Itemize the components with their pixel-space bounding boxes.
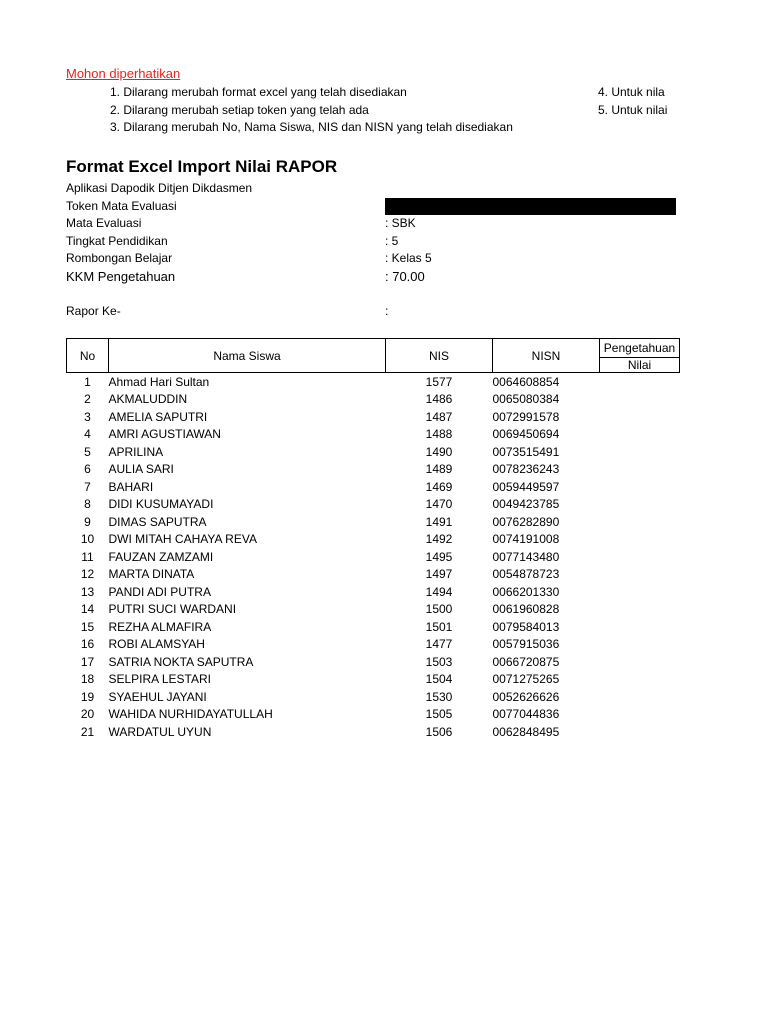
row-nilai-cell[interactable]	[600, 496, 680, 514]
row-name: SYAEHUL JAYANI	[108, 689, 207, 704]
row-nisn: 0061960828	[492, 602, 560, 617]
row-no: 21	[80, 724, 95, 739]
row-no: 13	[80, 584, 95, 599]
row-nilai-cell[interactable]	[600, 408, 680, 426]
row-nisn: 0078236243	[492, 462, 560, 477]
table-row	[67, 601, 680, 619]
row-nis: 1577	[425, 374, 453, 389]
row-nisn: 0054878723	[492, 567, 560, 582]
table-row	[67, 373, 680, 391]
row-name: FAUZAN ZAMZAMI	[108, 549, 214, 564]
table-body	[67, 373, 680, 741]
app-subtitle: Aplikasi Dapodik Ditjen Dikdasmen	[66, 181, 253, 195]
row-nisn: 0079584013	[492, 619, 560, 634]
row-nis: 1506	[425, 724, 453, 739]
row-nilai-cell[interactable]	[600, 566, 680, 584]
col-header-no: No	[67, 339, 109, 373]
row-name: SELPIRA LESTARI	[108, 672, 211, 687]
table-row	[67, 478, 680, 496]
tingkat-label: Tingkat Pendidikan	[66, 234, 168, 248]
row-no: 5	[84, 444, 91, 459]
notice-heading: Mohon diperhatikan	[66, 66, 181, 81]
table-row	[67, 391, 680, 409]
row-name: DWI MITAH CAHAYA REVA	[108, 532, 257, 547]
mata-evaluasi-label: Mata Evaluasi	[66, 216, 142, 230]
row-nis: 1505	[425, 707, 453, 722]
row-nilai-cell[interactable]	[600, 671, 680, 689]
row-nisn: 0066720875	[492, 654, 560, 669]
row-nisn: 0076282890	[492, 514, 560, 529]
table-row	[67, 426, 680, 444]
row-nisn: 0077143480	[492, 549, 560, 564]
row-nis: 1470	[425, 497, 453, 512]
row-nis: 1495	[425, 549, 453, 564]
row-nilai-cell[interactable]	[600, 531, 680, 549]
row-nis: 1497	[425, 567, 453, 582]
row-no: 10	[80, 532, 95, 547]
table-row	[67, 496, 680, 514]
row-nis: 1492	[425, 532, 453, 547]
table-row	[67, 706, 680, 724]
row-no: 4	[84, 427, 91, 442]
col-header-nisn: NISN	[493, 339, 600, 373]
row-nisn: 0066201330	[492, 584, 560, 599]
row-name: SATRIA NOKTA SAPUTRA	[108, 654, 254, 669]
row-name: MARTA DINATA	[108, 567, 195, 582]
row-nis: 1504	[425, 672, 453, 687]
row-no: 6	[84, 462, 91, 477]
row-name: BAHARI	[108, 479, 154, 494]
rule-1: 1. Dilarang merubah format excel yang telah disediakan	[110, 85, 407, 99]
row-nilai-cell[interactable]	[600, 688, 680, 706]
row-nisn: 0049423785	[492, 497, 560, 512]
mata-evaluasi-value: : SBK	[385, 216, 416, 230]
table-row	[67, 531, 680, 549]
rule-5: 5. Untuk nilai	[598, 103, 668, 117]
table-row	[67, 548, 680, 566]
token-label: Token Mata Evaluasi	[66, 199, 177, 213]
row-no: 3	[84, 409, 91, 424]
row-name: AMELIA SAPUTRI	[108, 409, 208, 424]
row-no: 8	[84, 497, 91, 512]
kkm-value: : 70.00	[385, 269, 425, 284]
row-name: APRILINA	[108, 444, 164, 459]
table-row	[67, 653, 680, 671]
row-no: 12	[80, 567, 95, 582]
table-row	[67, 461, 680, 479]
row-nisn: 0065080384	[492, 392, 560, 407]
row-nisn: 0069450694	[492, 427, 560, 442]
row-nisn: 0052626626	[492, 689, 560, 704]
row-nilai-cell[interactable]	[600, 723, 680, 741]
row-nis: 1477	[425, 637, 453, 652]
row-no: 9	[84, 514, 91, 529]
row-nis: 1491	[425, 514, 453, 529]
col-header-name: Nama Siswa	[109, 339, 386, 373]
row-name: AULIA SARI	[108, 462, 174, 477]
rule-2: 2. Dilarang merubah setiap token yang telah ada	[110, 103, 369, 117]
col-header-nis: NIS	[386, 339, 493, 373]
row-name: Ahmad Hari Sultan	[108, 374, 210, 389]
table-row	[67, 566, 680, 584]
row-name: AKMALUDDIN	[108, 392, 188, 407]
table-row	[67, 618, 680, 636]
row-name: WARDATUL UYUN	[108, 724, 212, 739]
row-nisn: 0072991578	[492, 409, 560, 424]
row-name: DIDI KUSUMAYADI	[108, 497, 214, 512]
row-name: REZHA ALMAFIRA	[108, 619, 212, 634]
student-table	[66, 338, 680, 741]
row-nilai-cell[interactable]	[600, 426, 680, 444]
table-row	[67, 723, 680, 741]
table-row	[67, 408, 680, 426]
row-nisn: 0071275265	[492, 672, 560, 687]
page-title: Format Excel Import Nilai RAPOR	[66, 157, 338, 176]
row-nis: 1489	[425, 462, 453, 477]
row-nilai-cell[interactable]	[600, 618, 680, 636]
row-nilai-cell[interactable]	[600, 601, 680, 619]
row-nis: 1469	[425, 479, 453, 494]
table-row	[67, 443, 680, 461]
row-nis: 1488	[425, 427, 453, 442]
row-name: DIMAS SAPUTRA	[108, 514, 207, 529]
row-name: WAHIDA NURHIDAYATULLAH	[108, 707, 273, 722]
table-row	[67, 583, 680, 601]
rapor-label: Rapor Ke-	[66, 304, 121, 318]
table-row	[67, 671, 680, 689]
row-nis: 1500	[425, 602, 453, 617]
row-nis: 1487	[425, 409, 453, 424]
table-row	[67, 636, 680, 654]
row-nisn: 0064608854	[492, 374, 560, 389]
row-nisn: 0059449597	[492, 479, 560, 494]
row-nis: 1501	[425, 619, 453, 634]
row-no: 19	[80, 689, 95, 704]
rule-4: 4. Untuk nila	[598, 85, 665, 99]
row-nilai-cell[interactable]	[600, 548, 680, 566]
table-row	[67, 513, 680, 531]
row-nilai-cell[interactable]	[600, 653, 680, 671]
col-header-pengetahuan: Pengetahuan	[600, 339, 680, 358]
row-nilai-cell[interactable]	[600, 478, 680, 496]
token-redacted-bar	[385, 198, 676, 215]
rule-3: 3. Dilarang merubah No, Nama Siswa, NIS dan NISN yang telah disediakan	[110, 120, 513, 134]
rapor-value: :	[385, 304, 389, 318]
row-nis: 1486	[425, 392, 453, 407]
row-no: 7	[84, 479, 91, 494]
row-name: PANDI ADI PUTRA	[108, 584, 211, 599]
row-nisn: 0057915036	[492, 637, 560, 652]
row-no: 16	[80, 637, 95, 652]
row-nilai-cell[interactable]	[600, 583, 680, 601]
row-no: 15	[80, 619, 95, 634]
row-nilai-cell[interactable]	[600, 706, 680, 724]
row-name: PUTRI SUCI WARDANI	[108, 602, 237, 617]
row-no: 11	[81, 549, 94, 564]
kkm-label: KKM Pengetahuan	[66, 269, 176, 284]
row-nilai-cell[interactable]	[600, 373, 680, 391]
row-nisn: 0077044836	[492, 707, 560, 722]
row-no: 14	[80, 602, 95, 617]
row-nilai-cell[interactable]	[600, 461, 680, 479]
col-header-nilai: Nilai	[600, 358, 680, 373]
table-row	[67, 688, 680, 706]
row-nis: 1494	[425, 584, 453, 599]
row-nis: 1503	[425, 654, 453, 669]
row-nisn: 0074191008	[492, 532, 560, 547]
row-nilai-cell[interactable]	[600, 513, 680, 531]
row-nilai-cell[interactable]	[600, 636, 680, 654]
row-nis: 1490	[425, 444, 453, 459]
rombel-value: : Kelas 5	[385, 251, 432, 265]
row-no: 17	[80, 654, 95, 669]
row-no: 2	[84, 392, 91, 407]
row-nisn: 0062848495	[492, 724, 560, 739]
row-name: ROBI ALAMSYAH	[108, 637, 205, 652]
row-name: AMRI AGUSTIAWAN	[108, 427, 221, 442]
row-nilai-cell[interactable]	[600, 391, 680, 409]
tingkat-value: : 5	[385, 234, 399, 248]
row-nis: 1530	[425, 689, 453, 704]
row-nisn: 0073515491	[492, 444, 560, 459]
row-no: 20	[80, 707, 95, 722]
row-no: 18	[80, 672, 95, 687]
row-no: 1	[84, 374, 91, 389]
rombel-label: Rombongan Belajar	[66, 251, 173, 265]
row-nilai-cell[interactable]	[600, 443, 680, 461]
